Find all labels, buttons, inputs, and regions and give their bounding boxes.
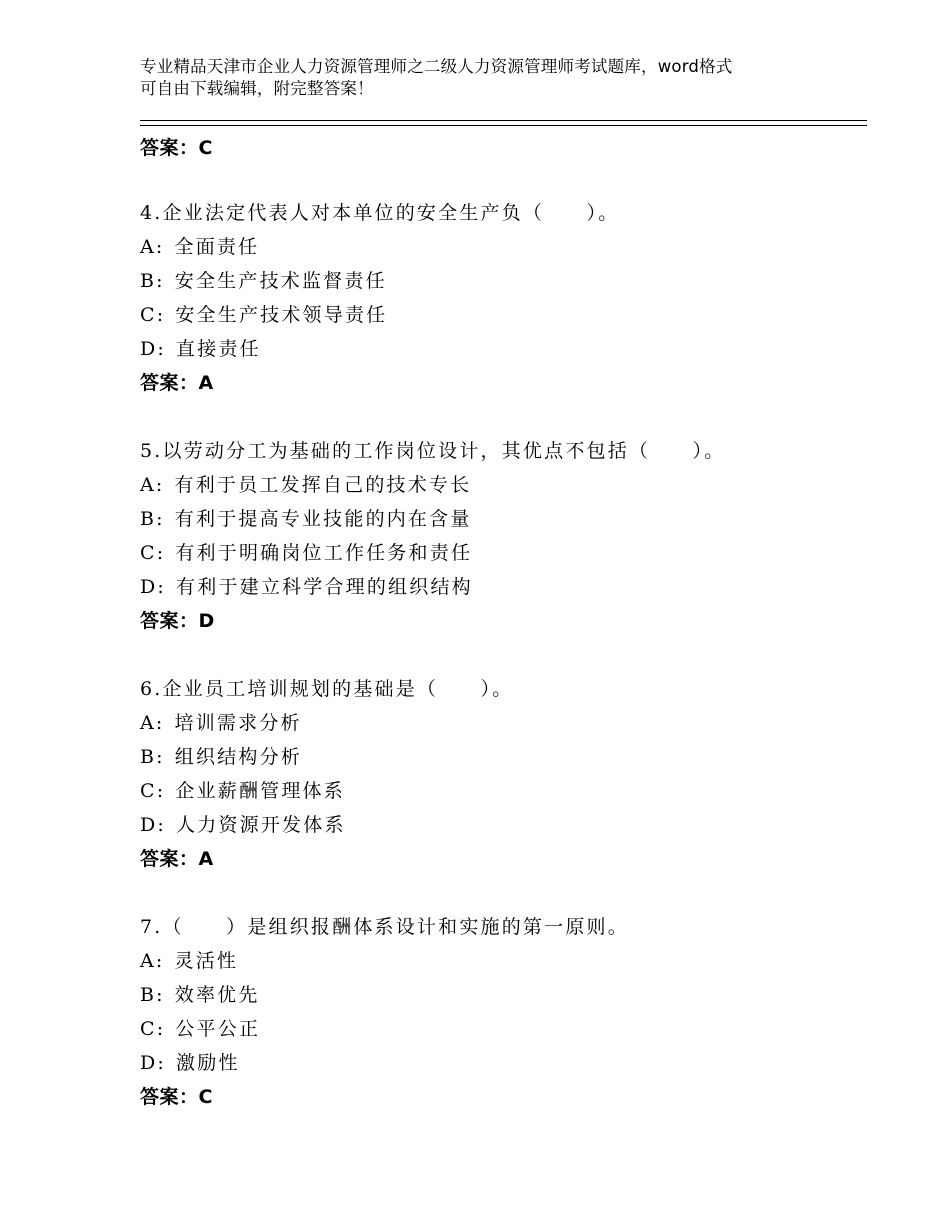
option-key: D: [140, 576, 167, 598]
question-7 [140, 910, 860, 1114]
option-text: 有利于明确岗位工作任务和责任 [175, 542, 473, 564]
option-key: D: [140, 338, 167, 360]
option-b[interactable] [140, 740, 860, 774]
option-c[interactable] [140, 1012, 860, 1046]
option-b[interactable] [140, 264, 860, 298]
option-key: D: [140, 814, 167, 836]
option-key: D: [140, 1052, 167, 1074]
question-list [140, 196, 860, 1148]
option-c[interactable] [140, 774, 860, 808]
question-stem: 6.企业员工培训规划的基础是（ ）。 [140, 678, 514, 700]
option-key: B: [140, 270, 165, 292]
option-text: 效率优先 [174, 984, 260, 1006]
option-key: A: [140, 950, 165, 972]
question-4 [140, 196, 860, 400]
option-key: A: [140, 236, 165, 258]
option-text: 有利于提高专业技能的内在含量 [174, 508, 472, 530]
option-d[interactable] [140, 808, 860, 842]
answer-line: 答案：C [140, 1086, 213, 1108]
question-stem: 5.以劳动分工为基础的工作岗位设计，其优点不包括（ ）。 [140, 440, 726, 462]
option-text: 灵活性 [174, 950, 239, 972]
option-b[interactable] [140, 978, 860, 1012]
previous-answer: 答案：C [140, 137, 213, 159]
header-line-1: 专业精品天津市企业人力资源管理师之二级人力资源管理师考试题库，word格式 [140, 57, 733, 76]
option-text: 人力资源开发体系 [176, 814, 346, 836]
answer-line: 答案：D [140, 610, 215, 632]
option-text: 企业薪酬管理体系 [175, 780, 345, 802]
option-key: A: [140, 712, 165, 734]
header-rule-bottom [140, 125, 867, 126]
option-key: C: [140, 780, 166, 802]
answer-line: 答案：A [140, 372, 214, 394]
option-text: 公平公正 [175, 1018, 261, 1040]
option-a[interactable] [140, 944, 860, 978]
option-d[interactable] [140, 332, 860, 366]
option-key: C: [140, 1018, 166, 1040]
question-stem: 4.企业法定代表人对本单位的安全生产负（ ）。 [140, 202, 620, 224]
option-key: B: [140, 984, 165, 1006]
option-c[interactable] [140, 536, 860, 570]
option-text: 有利于建立科学合理的组织结构 [176, 576, 473, 598]
option-b[interactable] [140, 502, 860, 536]
option-a[interactable] [140, 706, 860, 740]
answer-line: 答案：A [140, 848, 214, 870]
option-d[interactable] [140, 570, 860, 604]
option-a[interactable] [140, 468, 860, 502]
question-5 [140, 434, 860, 638]
option-text: 直接责任 [176, 338, 261, 360]
option-text: 安全生产技术领导责任 [175, 304, 388, 326]
option-key: C: [140, 542, 166, 564]
option-text: 有利于员工发挥自己的技术专长 [174, 474, 472, 496]
page-header [140, 56, 840, 100]
option-key: C: [140, 304, 166, 326]
option-text: 培训需求分析 [174, 712, 302, 734]
option-text: 安全生产技术监督责任 [174, 270, 387, 292]
option-key: B: [140, 746, 165, 768]
option-text: 激励性 [176, 1052, 240, 1074]
option-text: 全面责任 [174, 236, 260, 258]
header-line-2: 可自由下载编辑，附完整答案！ [140, 79, 374, 98]
question-stem: 7.（ ）是组织报酬体系设计和实施的第一原则。 [140, 916, 629, 938]
option-d[interactable] [140, 1046, 860, 1080]
option-c[interactable] [140, 298, 860, 332]
option-key: B: [140, 508, 165, 530]
option-key: A: [140, 474, 165, 496]
option-a[interactable] [140, 230, 860, 264]
option-text: 组织结构分析 [174, 746, 302, 768]
question-6 [140, 672, 860, 876]
header-rule-top [140, 120, 867, 121]
